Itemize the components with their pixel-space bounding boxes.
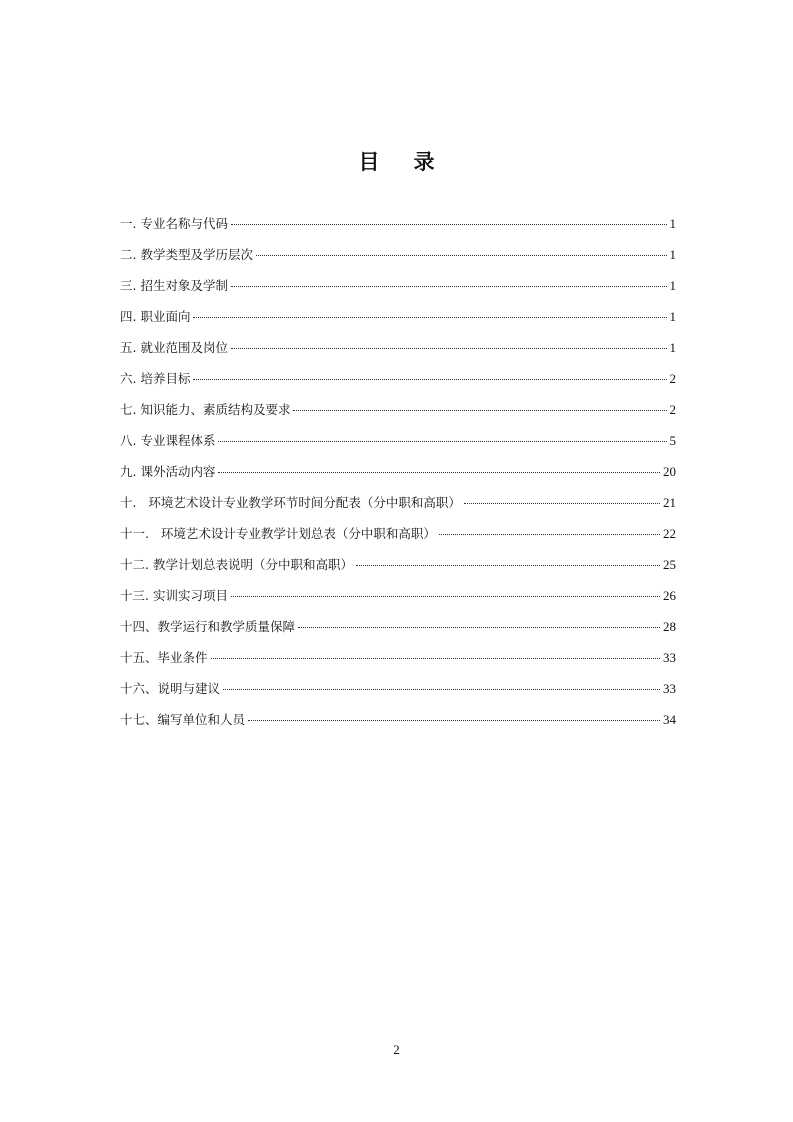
toc-entry[interactable] (120, 681, 676, 712)
toc-entry[interactable] (120, 247, 676, 278)
toc-leader-dots (256, 255, 667, 256)
toc-entry-label: 四. 职业面向 (120, 309, 191, 324)
toc-leader-dots (193, 379, 666, 380)
toc-leader-dots (193, 317, 666, 318)
toc-entry[interactable] (120, 433, 676, 464)
toc-leader-dots (298, 627, 660, 628)
toc-entry[interactable] (120, 588, 676, 619)
toc-entry-label: 七. 知识能力、素质结构及要求 (120, 402, 291, 417)
toc-entry-label: 二. 教学类型及学历层次 (120, 247, 253, 262)
toc-leader-dots (231, 224, 667, 225)
toc-entry-label: 十. 环境艺术设计专业教学环节时间分配表（分中职和高职） (120, 495, 461, 510)
toc-leader-dots (439, 534, 660, 535)
toc-entry-label: 十一. 环境艺术设计专业教学计划总表（分中职和高职） (120, 526, 436, 541)
toc-leader-dots (231, 286, 667, 287)
toc-entry-label: 十二. 教学计划总表说明（分中职和高职） (120, 557, 353, 572)
toc-entry[interactable] (120, 650, 676, 681)
toc-entry[interactable] (120, 526, 676, 557)
toc-entry[interactable] (120, 340, 676, 371)
toc-entry-label: 十三. 实训实习项目 (120, 588, 228, 603)
toc-entry[interactable] (120, 216, 676, 247)
toc-entry-label: 十五、毕业条件 (120, 650, 208, 665)
toc-leader-dots (231, 348, 667, 349)
toc-leader-dots (248, 720, 660, 721)
toc-entry-page: 20 (663, 464, 676, 479)
toc-entry[interactable] (120, 309, 676, 340)
toc-entry-page: 33 (663, 681, 676, 696)
toc-entry-label: 十七、编写单位和人员 (120, 712, 246, 727)
toc-leader-dots (464, 503, 660, 504)
toc-entry-page: 28 (663, 619, 676, 634)
toc-entry-page: 34 (663, 712, 676, 727)
toc-entry[interactable] (120, 619, 676, 650)
toc-entry[interactable] (120, 371, 676, 402)
toc-entry[interactable] (120, 495, 676, 526)
toc-entry-label: 五. 就业范围及岗位 (120, 340, 228, 355)
toc-entry-label: 十四、教学运行和教学质量保障 (120, 619, 296, 634)
toc-entry-page: 1 (669, 216, 676, 231)
toc-entry[interactable] (120, 278, 676, 309)
toc-entry-label: 一. 专业名称与代码 (120, 216, 228, 231)
toc-entry-label: 十六、说明与建议 (120, 681, 221, 696)
toc-entry-page: 26 (663, 588, 676, 603)
footer-page-number: 2 (393, 1042, 400, 1057)
toc-entry-page: 1 (669, 309, 676, 324)
toc-entry-page: 33 (663, 650, 676, 665)
table-of-contents (120, 216, 676, 743)
toc-leader-dots (231, 596, 660, 597)
toc-entry[interactable] (120, 402, 676, 433)
toc-leader-dots (218, 472, 660, 473)
toc-entry-label: 三. 招生对象及学制 (120, 278, 228, 293)
toc-entry-page: 2 (669, 402, 676, 417)
page-title: 目录 (358, 150, 469, 174)
toc-entry-page: 1 (669, 247, 676, 262)
toc-leader-dots (293, 410, 666, 411)
toc-entry-page: 21 (663, 495, 676, 510)
toc-entry-page: 22 (663, 526, 676, 541)
toc-leader-dots (356, 565, 660, 566)
toc-entry-label: 八. 专业课程体系 (120, 433, 216, 448)
toc-entry[interactable] (120, 712, 676, 743)
toc-entry-label: 九. 课外活动内容 (120, 464, 216, 479)
toc-entry-page: 25 (663, 557, 676, 572)
toc-entry-label: 六. 培养目标 (120, 371, 191, 386)
toc-leader-dots (211, 658, 660, 659)
toc-entry[interactable] (120, 557, 676, 588)
toc-leader-dots (218, 441, 666, 442)
toc-entry-page: 2 (669, 371, 676, 386)
toc-entry-page: 5 (669, 433, 676, 448)
toc-entry-page: 1 (669, 278, 676, 293)
toc-entry[interactable] (120, 464, 676, 495)
toc-leader-dots (223, 689, 660, 690)
toc-entry-page: 1 (669, 340, 676, 355)
